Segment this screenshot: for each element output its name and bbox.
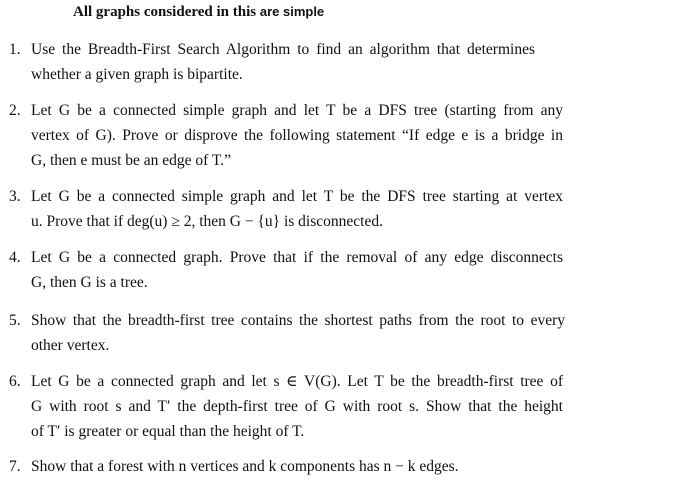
- problem-number: 5.: [9, 312, 21, 329]
- problem-line: Use the Breadth-First Search Algorithm to find an algorithm that determines: [31, 41, 535, 58]
- problem-line: Let G be a connected graph. Prove that if the removal of any edge disconnects: [31, 249, 563, 266]
- problem-number: 1.: [9, 41, 21, 58]
- problem-line: vertex of G). Prove or disprove the following statement “If edge e is a bridge in: [31, 127, 563, 144]
- problem-line: Show that the breadth-first tree contains the shortest paths from the root to every: [31, 312, 565, 329]
- problem-line: G, then e must be an edge of T.”: [31, 152, 232, 169]
- problem-line: other vertex.: [31, 337, 110, 354]
- problem-number: 4.: [9, 249, 21, 266]
- problem-line: u. Prove that if deg(u) ≥ 2, then G − {u} is disconnected.: [31, 213, 383, 230]
- problem-line: of T′ is greater or equal than the height of T.: [31, 423, 305, 440]
- heading: [73, 4, 324, 21]
- heading-part-1: All graphs considered in this: [73, 4, 257, 20]
- heading-part-2: are simple: [259, 4, 325, 19]
- problem-line: Let G be a connected graph and let s ∈ V(G). Let T be the breadth-first tree of: [31, 373, 563, 390]
- problem-number: 6.: [9, 373, 21, 390]
- problem-line: G, then G is a tree.: [31, 274, 148, 291]
- problem-line: Let G be a connected simple graph and let T be the DFS tree starting at vertex: [31, 188, 563, 205]
- problem-number: 2.: [9, 102, 21, 119]
- problem-number: 3.: [9, 188, 21, 205]
- problem-number: 7.: [9, 458, 21, 475]
- problem-line: Show that a forest with n vertices and k components has n − k edges.: [31, 458, 459, 475]
- problem-line: whether a given graph is bipartite.: [31, 66, 243, 83]
- problem-line: G with root s and T′ the depth-first tree of G with root s. Show that the height: [31, 398, 563, 415]
- problem-line: Let G be a connected simple graph and let T be a DFS tree (starting from any: [31, 102, 563, 119]
